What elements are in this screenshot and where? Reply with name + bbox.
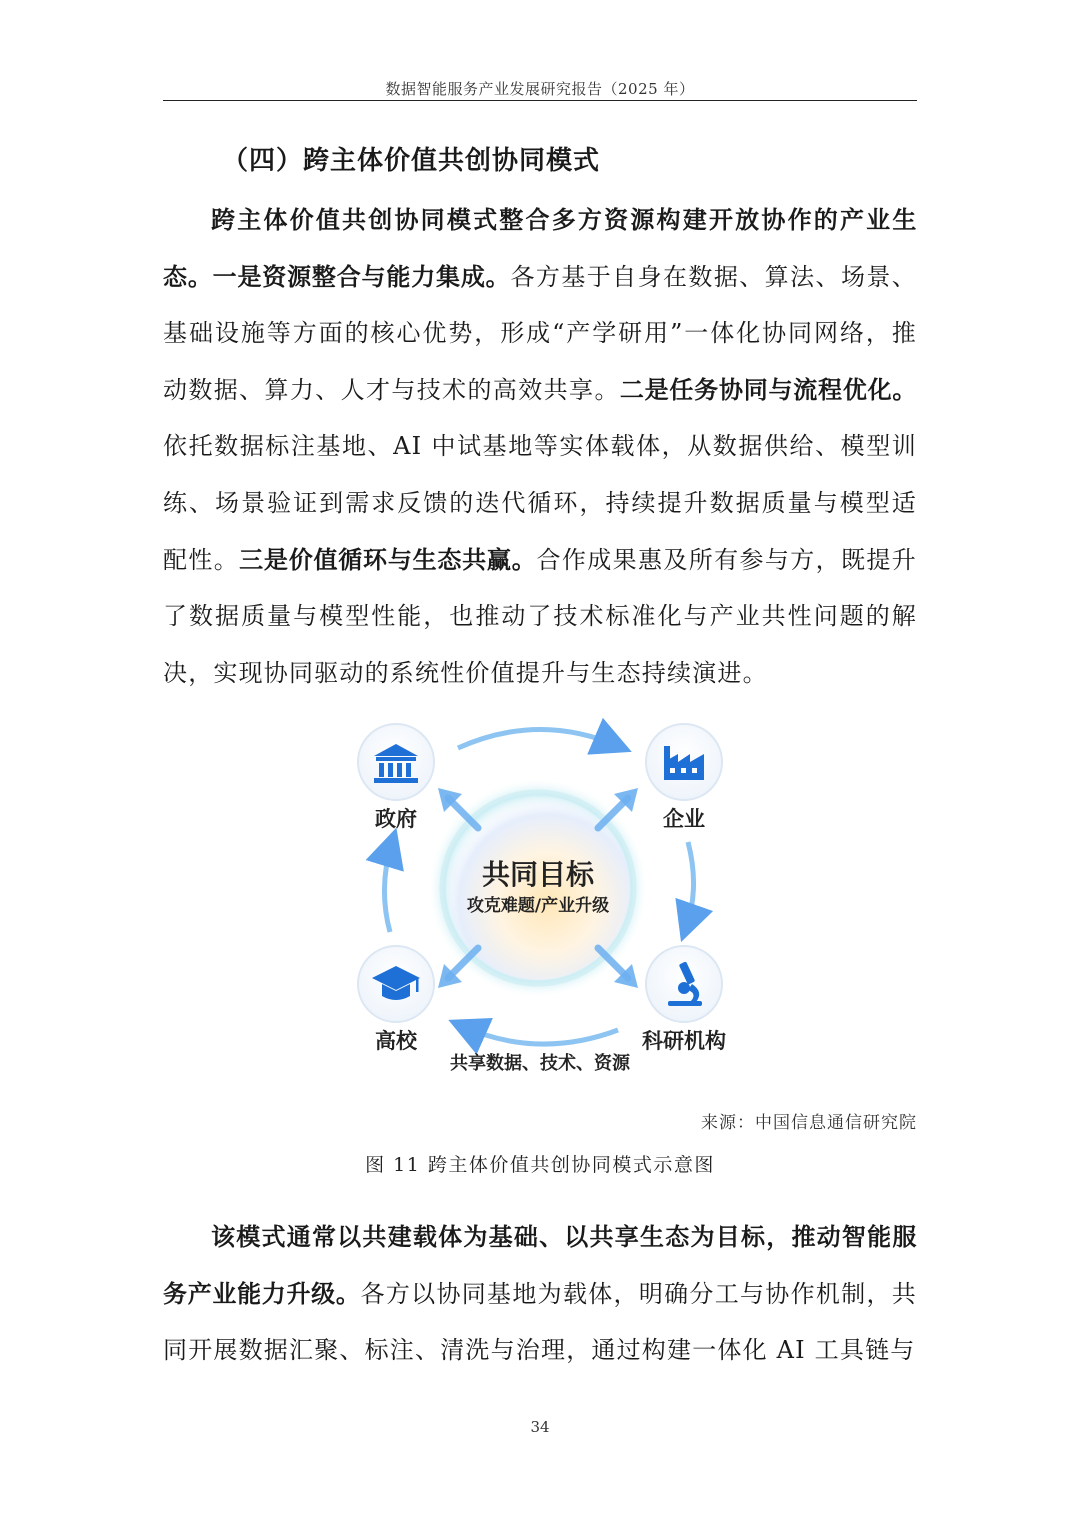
para2-lead-sentence: 该模式通常以共建载体为基础、以共享生态为目标，推动智能服务产业能力升级。 [163,1223,917,1308]
para1-point-3-heading: 三是价值循环与生态共赢。 [239,545,537,574]
para1-point-3-text: 合作成果惠及所有参与方，既提升了数据质量与模型性能，也推动了技术标准化与产业共性问题的解决，实现协同驱动的系统性价值提升与生态持续演进。 [163,545,918,687]
cycle-arrow-bottom [462,1026,618,1044]
node-government [358,724,434,831]
cycle-arrow-right [686,842,694,928]
collaboration-diagram [338,712,738,1092]
center-title: 共同目标 [481,858,595,891]
node-label-research: 科研机构 [642,1029,726,1053]
page-number: 34 [530,1418,550,1436]
body-paragraph-2 [163,1209,917,1379]
node-enterprise [646,724,722,831]
section-heading: （四）跨主体价值共创协同模式 [222,146,601,176]
para1-lead-sentence: 跨主体价值共创协同模式整合多方资源构建开放协作的产业生态。 [163,206,917,291]
para2-text: 各方以协同基地为载体，明确分工与协作机制，共同开展数据汇聚、标注、清洗与治理，通过构建一体化 AI 工具链与 [163,1279,917,1365]
para1-point-1-heading: 一是资源整合与能力集成。 [212,262,511,291]
para1-point-1-text: 各方基于自身在数据、算法、场景、基础设施等方面的核心优势，形成“产学研用”一体化协同网络，推动数据、算力、人才与技术的高效共享。 [163,262,917,404]
figure-caption: 图 11 跨主体价值共创协同模式示意图 [365,1154,715,1176]
cycle-arrow-left [384,842,392,932]
figure-source: 来源：中国信息通信研究院 [701,1113,917,1133]
cycle-arrow-top [458,729,618,748]
collaboration-diagram-svg [338,712,738,1092]
para1-point-2-text: 依托数据标注基地、AI 中试基地等实体载体，从数据供给、模型训练、场景验证到需求反馈的迭代循环，持续提升数据质量与模型适配性。 [163,432,917,574]
node-label-enterprise: 企业 [663,807,705,831]
para1-point-2-heading: 二是任务协同与流程优化。 [619,375,917,404]
bottom-shared-label: 共享数据、技术、资源 [450,1053,630,1074]
node-research [642,946,726,1053]
running-header: 数据智能服务产业发展研究报告（2025 年） [385,80,695,98]
node-label-government: 政府 [375,807,417,831]
node-label-university: 高校 [375,1029,417,1053]
body-paragraph-1 [163,192,917,701]
node-university [358,946,434,1053]
header-rule [163,100,917,101]
center-subtitle: 攻克难题/产业升级 [466,896,610,916]
